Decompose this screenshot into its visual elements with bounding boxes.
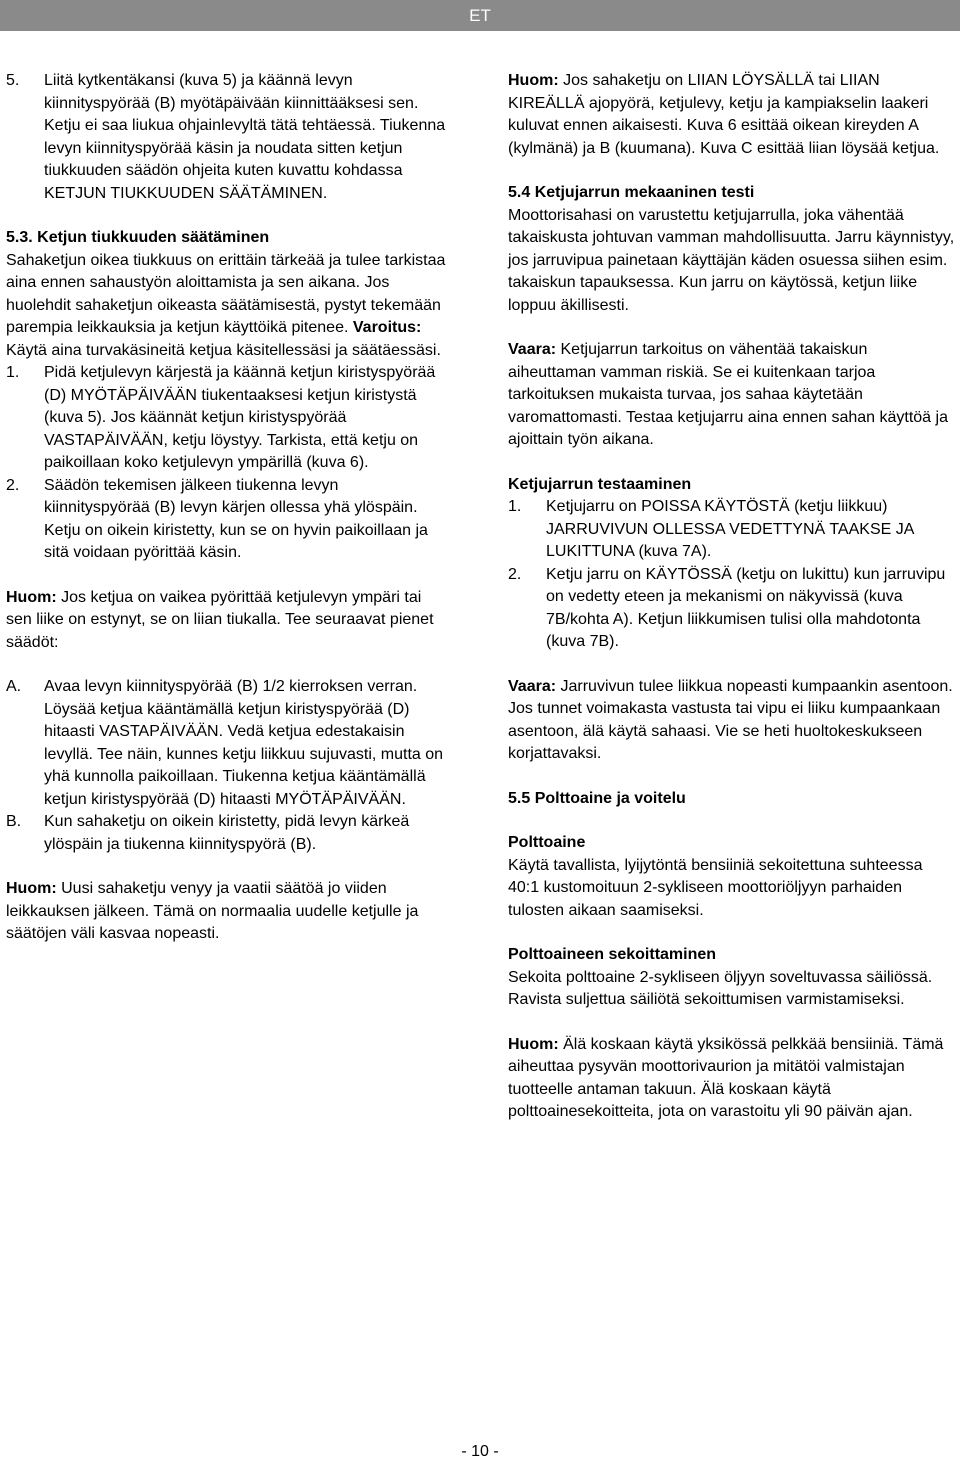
paragraph-text: Sahaketjun oikea tiukkuus on erittäin tärkeää ja tulee tarkistaa aina ennen sahaustyön aloittamista ja sen aikana. Jos huolehdit sahaketjun oikeasta säätämisestä, pystyt tekemään parempia leikkauksia ja ketjun käyttöikä pitenee. xyxy=(6,251,446,336)
step-number: 2. xyxy=(508,565,522,583)
note-paragraph xyxy=(6,878,446,946)
step-item xyxy=(508,496,956,564)
step-text: Ketjujarru on POISSA KÄYTÖSTÄ (ketju liikkuu) JARRUVIVUN OLLESSA VEDETTYNÄ TAAKSE JA LUKITTUNA (kuva 7A). xyxy=(546,498,914,560)
step-item xyxy=(6,70,446,205)
page-number: - 10 - xyxy=(461,1443,499,1460)
note-paragraph xyxy=(508,70,956,160)
step-number: 1. xyxy=(508,498,522,515)
step-number: 2. xyxy=(6,476,20,494)
warning-label: Vaara: xyxy=(508,341,557,358)
warning-label: Varoitus: xyxy=(352,319,422,336)
warning-text: Jarruvivun tulee liikkua nopeasti kumpaankin asentoon. Jos tunnet voimakasta vastusta tai vipu ei liiku kumpaankaan asentoon, älä käytä sahaasi. Vie se heti huoltokeskukseen korjattavaksi. xyxy=(508,677,953,762)
warning-paragraph xyxy=(508,676,956,766)
warning-label: Vaara: xyxy=(508,677,557,695)
warning-paragraph xyxy=(508,339,956,452)
note-paragraph xyxy=(6,587,446,655)
note-label: Huom: xyxy=(508,1035,559,1053)
language-label: ET xyxy=(469,6,491,25)
step-text: Pidä ketjulevyn kärjestä ja käännä ketjun kiristyspyörää (D) MYÖTÄPÄIVÄÄN tiukentaaksesi ketjun kiristystä (kuva 5). Jos käännät ketjun kiristyspyörää VASTAPÄIVÄÄN, ketju löystyy. Tarkista, että ketju on paikoillaan koko ketjulevyn ympärillä (kuva 6). xyxy=(44,364,436,471)
step-text: Ketju jarru on KÄYTÖSSÄ (ketju on lukittu) kun jarruvipu on vedetty eteen ja mekanismi on näkyvissä (kuva 7B/kohta A). Ketjun liikkumisen tulisi olla mahdotonta (kuva 7B). xyxy=(546,565,946,650)
subsection-heading: Polttoaine xyxy=(508,834,586,851)
section-paragraph: Moottorisahasi on varustettu ketjujarrulla, joka vähentää takaiskusta johtuvan vamman mahdollisuutta. Jarru käynnistyy, jos jarruvipua painetaan käyttäjän käden osuessa siihen esim. takaiskun tapauksessa. Kun jarru on käytössä, ketjun liike loppuu äkillisesti. xyxy=(508,206,955,314)
note-label: Huom: xyxy=(508,72,559,89)
section-heading: 5.3. Ketjun tiukkuuden säätäminen xyxy=(6,229,270,246)
subsection-heading: Ketjujarrun testaaminen xyxy=(508,475,692,493)
subsection-heading: Polttoaineen sekoittaminen xyxy=(508,946,717,963)
section-heading: 5.5 Polttoaine ja voitelu xyxy=(508,789,686,807)
adjust-item xyxy=(6,811,446,856)
step-text: Säädön tekemisen jälkeen tiukenna levyn kiinnityspyörää (B) levyn kärjen ollessa yhä ylöspäin. Ketju on oikein kiristetty, kun se on hyvin paikoillaan ja sitä voidaan pyörittää käsin. xyxy=(44,476,428,561)
step-text: Liitä kytkentäkansi (kuva 5) ja käännä levyn kiinnityspyörää (B) myötäpäivään kiinnittääksesi sen. Ketju ei saa liukua ohjainlevyltä tätä tehtäessä. Tiukenna levyn kiinnityspyörää käsin ja noudata sitten ketjun tiukkuuden säädön ohjeita kuten kuvattu kohdassa KETJUN TIUKKUUDEN SÄÄTÄMINEN. xyxy=(44,72,446,202)
note-label: Huom: xyxy=(6,588,57,606)
step-number: 5. xyxy=(6,72,20,89)
step-item xyxy=(6,475,446,565)
section-paragraph xyxy=(6,250,446,363)
language-tab-header xyxy=(0,0,960,31)
step-item xyxy=(6,362,446,475)
note-label: Huom: xyxy=(6,880,57,897)
warning-text: Käytä aina turvakäsineitä ketjua käsitellessäsi ja säätäessäsi. xyxy=(6,341,441,359)
adjust-text: Avaa levyn kiinnityspyörää (B) 1/2 kierroksen verran. Löysää ketjua kääntämällä ketjun kiristyspyörää (D) hitaasti VASTAPÄIVÄÄN. Vedä ketjua edestakaisin levyllä. Tee näin, kunnes ketju liikkuu sujuvasti, mutta on yhä kunnolla paikoillaan. Tiukenna ketjua kääntämällä ketjun kiristyspyörää (D) hitaasti MYÖTÄPÄIVÄÄN. xyxy=(44,678,444,808)
step-number: 1. xyxy=(6,364,20,381)
note-text: Jos ketjua on vaikea pyörittää ketjulevyn ympäri tai sen liike on estynyt, se on liian tiukalla. Tee seuraavat pienet säädöt: xyxy=(6,588,434,651)
section-paragraph: Sekoita polttoaine 2-sykliseen öljyyn soveltuvassa säiliössä. Ravista suljettua säiliötä sekoittumisen varmistamiseksi. xyxy=(508,968,933,1008)
note-text: Jos sahaketju on LIIAN LÖYSÄLLÄ tai LIIAN KIREÄLLÄ ajopyörä, ketjulevy, ketju ja kampiakselin laakeri kuluvat ennen aikaisesti. Kuva 6 esittää oikean kireyden A (kylmänä) ja B (kuumana). Kuva C esittää liian löysää ketjua. xyxy=(508,72,940,157)
adjust-item xyxy=(6,676,446,811)
step-item xyxy=(508,564,956,654)
adjust-letter: B. xyxy=(6,813,22,830)
section-heading: 5.4 Ketjujarrun mekaaninen testi xyxy=(508,184,755,201)
note-text: Älä koskaan käytä yksikössä pelkkää bensiiniä. Tämä aiheuttaa pysyvän moottorivaurion ja mitätöi valmistajan tuotteelle antaman takuun. Älä koskaan käytä polttoainesekoitteita, jota on varastoitu yli 90 päivän ajan. xyxy=(508,1035,944,1120)
warning-text: Ketjujarrun tarkoitus on vähentää takaiskun aiheuttaman vamman riskiä. Se ei kuitenkaan tarjoa tarkoituksen mukaista turvaa, jos sahaa käytetään varomattomasti. Testaa ketjujarru aina ennen sahan käyttöä ja ajoittain työn aikana. xyxy=(508,341,948,448)
section-paragraph: Käytä tavallista, lyijytöntä bensiiniä sekoitettuna suhteessa 40:1 kustomoituun 2-sykliseen moottoriöljyyn parhaiden tulosten aikaan saamiseksi. xyxy=(508,856,923,919)
right-column xyxy=(508,70,956,1124)
adjust-letter: A. xyxy=(6,678,22,695)
note-text: Uusi sahaketju venyy ja vaatii säätöä jo viiden leikkauksen jälkeen. Tämä on normaalia uudelle ketjulle ja säätöjen väli kasvaa nopeasti. xyxy=(6,880,419,942)
left-column xyxy=(6,70,446,946)
note-paragraph xyxy=(508,1034,956,1124)
adjust-text: Kun sahaketju on oikein kiristetty, pidä levyn kärkeä ylöspäin ja tiukenna kiinnityspyörä (B). xyxy=(44,813,410,853)
